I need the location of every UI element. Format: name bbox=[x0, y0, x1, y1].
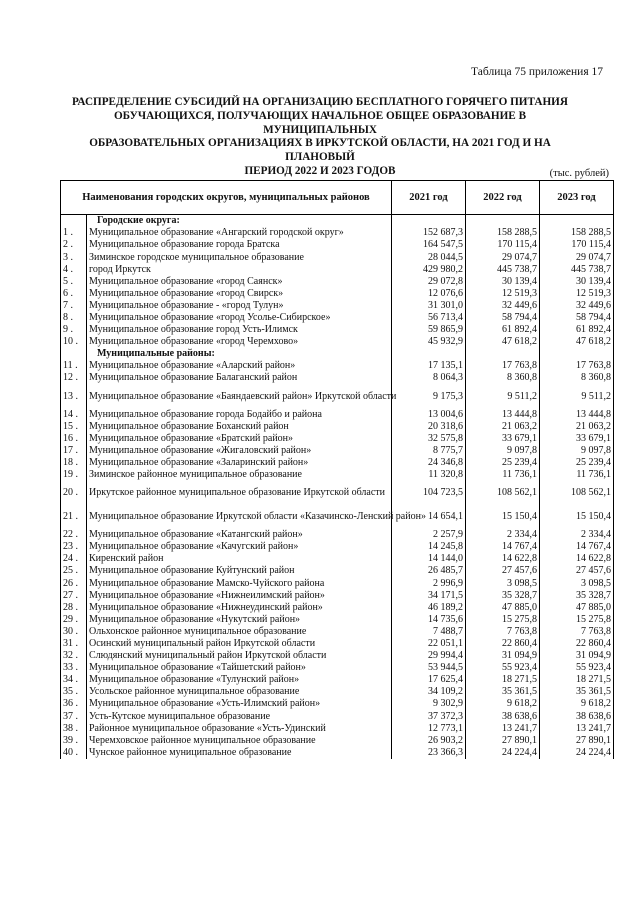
table-row bbox=[61, 324, 614, 336]
value-2021: 11 320,8 bbox=[392, 469, 466, 481]
row-number: 21 . bbox=[61, 505, 87, 529]
row-number: 1 . bbox=[61, 227, 87, 239]
value-2022: 24 224,4 bbox=[466, 747, 540, 759]
value-2023: 9 097,8 bbox=[540, 445, 614, 457]
title-line: ПЕРИОД 2022 И 2023 ГОДОВ bbox=[244, 164, 396, 177]
value-2023: 158 288,5 bbox=[540, 227, 614, 239]
municipality-name: Муниципальное образование «Катангский район» bbox=[87, 529, 392, 541]
row-number: 18 . bbox=[61, 457, 87, 469]
row-number: 14 . bbox=[61, 408, 87, 420]
municipality-name: Черемховское районное муниципальное образование bbox=[87, 734, 392, 746]
value-2021: 2 996,9 bbox=[392, 577, 466, 589]
value-2022: 9 097,8 bbox=[466, 445, 540, 457]
row-number: 32 . bbox=[61, 650, 87, 662]
value-2023: 2 334,4 bbox=[540, 529, 614, 541]
value-2022: 21 063,2 bbox=[466, 420, 540, 432]
value-2021: 34 109,2 bbox=[392, 686, 466, 698]
value-2021: 7 488,7 bbox=[392, 626, 466, 638]
municipality-name: Слюдянский муниципальный район Иркутской области bbox=[87, 650, 392, 662]
value-2023: 8 360,8 bbox=[540, 372, 614, 384]
title-line: ОБУЧАЮЩИХСЯ, ПОЛУЧАЮЩИХ НАЧАЛЬНОЕ ОБЩЕЕ ОБРАЗОВАНИЕ В МУНИЦИПАЛЬНЫХ bbox=[113, 109, 527, 136]
value-2022: 2 334,4 bbox=[466, 529, 540, 541]
value-2022: 35 361,5 bbox=[466, 686, 540, 698]
value-2022: 158 288,5 bbox=[466, 227, 540, 239]
table-row bbox=[61, 722, 614, 734]
municipality-name: город Иркутск bbox=[87, 263, 392, 275]
value-2021: 22 051,1 bbox=[392, 638, 466, 650]
table-row bbox=[61, 650, 614, 662]
value-2021: 164 547,5 bbox=[392, 239, 466, 251]
value-2023: 27 890,1 bbox=[540, 734, 614, 746]
row-number: 12 . bbox=[61, 372, 87, 384]
value-2022-cell bbox=[466, 215, 540, 228]
value-2022: 15 150,4 bbox=[466, 505, 540, 529]
municipality-name: Муниципальное образование «город Усолье-Сибирское» bbox=[87, 312, 392, 324]
table-body bbox=[61, 215, 614, 759]
value-2022: 38 638,6 bbox=[466, 710, 540, 722]
value-2022: 8 360,8 bbox=[466, 372, 540, 384]
value-2022: 47 618,2 bbox=[466, 336, 540, 348]
value-2022: 3 098,5 bbox=[466, 577, 540, 589]
value-2023: 9 618,2 bbox=[540, 698, 614, 710]
value-2023: 18 271,5 bbox=[540, 674, 614, 686]
value-2021: 8 775,7 bbox=[392, 445, 466, 457]
value-2023: 170 115,4 bbox=[540, 239, 614, 251]
row-number: 3 . bbox=[61, 251, 87, 263]
row-number: 22 . bbox=[61, 529, 87, 541]
value-2023: 17 763,8 bbox=[540, 360, 614, 372]
table-header-row bbox=[61, 181, 614, 215]
value-2023: 7 763,8 bbox=[540, 626, 614, 638]
value-2022: 30 139,4 bbox=[466, 275, 540, 287]
value-2021: 59 865,9 bbox=[392, 324, 466, 336]
value-2023: 14 767,4 bbox=[540, 541, 614, 553]
municipality-name: Усольское районное муниципальное образование bbox=[87, 686, 392, 698]
value-2022: 25 239,4 bbox=[466, 457, 540, 469]
value-2022: 11 736,1 bbox=[466, 469, 540, 481]
table-row bbox=[61, 251, 614, 263]
row-number: 26 . bbox=[61, 577, 87, 589]
value-2022: 22 860,4 bbox=[466, 638, 540, 650]
value-2021: 12 076,6 bbox=[392, 288, 466, 300]
value-2022: 445 738,7 bbox=[466, 263, 540, 275]
value-2023: 108 562,1 bbox=[540, 481, 614, 505]
row-number: 5 . bbox=[61, 275, 87, 287]
value-2022: 17 763,8 bbox=[466, 360, 540, 372]
value-2021-cell bbox=[392, 215, 466, 228]
table-row bbox=[61, 239, 614, 251]
table-row bbox=[61, 589, 614, 601]
row-number: 40 . bbox=[61, 747, 87, 759]
value-2021: 20 318,6 bbox=[392, 420, 466, 432]
table-row bbox=[61, 577, 614, 589]
municipality-name: Муниципальное образование город Усть-Илимск bbox=[87, 324, 392, 336]
municipality-name: Муниципальное образование «Качугский район» bbox=[87, 541, 392, 553]
annex-label: Таблица 75 приложения 17 bbox=[471, 66, 603, 78]
value-2022: 13 241,7 bbox=[466, 722, 540, 734]
municipality-name: Муниципальное образование Куйтунский район bbox=[87, 565, 392, 577]
table-row bbox=[61, 614, 614, 626]
value-2021: 9 302,9 bbox=[392, 698, 466, 710]
value-2022: 13 444,8 bbox=[466, 408, 540, 420]
table-row bbox=[61, 674, 614, 686]
value-2022: 27 890,1 bbox=[466, 734, 540, 746]
row-number: 31 . bbox=[61, 638, 87, 650]
value-2023: 27 457,6 bbox=[540, 565, 614, 577]
row-number: 24 . bbox=[61, 553, 87, 565]
municipality-name: Муниципальное образование Боханский район bbox=[87, 420, 392, 432]
value-2023: 47 885,0 bbox=[540, 601, 614, 613]
value-2023: 25 239,4 bbox=[540, 457, 614, 469]
value-2022: 12 519,3 bbox=[466, 288, 540, 300]
header-2021: 2021 год bbox=[392, 181, 466, 215]
municipality-name: Муниципальное образование «Нижнеудинский район» bbox=[87, 601, 392, 613]
row-number-cell bbox=[61, 348, 87, 360]
value-2023: 3 098,5 bbox=[540, 577, 614, 589]
value-2022: 9 618,2 bbox=[466, 698, 540, 710]
value-2023: 14 622,8 bbox=[540, 553, 614, 565]
municipality-name: Муниципальное образование «Нукутский район» bbox=[87, 614, 392, 626]
unit-label: (тыс. рублей) bbox=[549, 168, 609, 179]
table-row bbox=[61, 481, 614, 505]
row-number: 27 . bbox=[61, 589, 87, 601]
table-row bbox=[61, 408, 614, 420]
group-label: Городские округа: bbox=[87, 215, 392, 228]
value-2021: 31 301,0 bbox=[392, 300, 466, 312]
value-2022: 9 511,2 bbox=[466, 384, 540, 408]
value-2021: 14 144,0 bbox=[392, 553, 466, 565]
value-2021: 56 713,4 bbox=[392, 312, 466, 324]
municipality-name: Муниципальное образование «Ангарский городской округ» bbox=[87, 227, 392, 239]
table-row bbox=[61, 433, 614, 445]
table-group-row bbox=[61, 215, 614, 228]
value-2023: 13 444,8 bbox=[540, 408, 614, 420]
table-row bbox=[61, 275, 614, 287]
value-2023: 35 361,5 bbox=[540, 686, 614, 698]
row-number: 9 . bbox=[61, 324, 87, 336]
table-row bbox=[61, 288, 614, 300]
value-2021: 32 575,8 bbox=[392, 433, 466, 445]
municipality-name: Ольхонское районное муниципальное образование bbox=[87, 626, 392, 638]
header-2022: 2022 год bbox=[466, 181, 540, 215]
municipality-name: Муниципальное образование города Братска bbox=[87, 239, 392, 251]
value-2021: 53 944,5 bbox=[392, 662, 466, 674]
row-number: 2 . bbox=[61, 239, 87, 251]
value-2021: 8 064,3 bbox=[392, 372, 466, 384]
value-2022: 61 892,4 bbox=[466, 324, 540, 336]
value-2021: 429 980,2 bbox=[392, 263, 466, 275]
table-row bbox=[61, 384, 614, 408]
value-2021: 12 773,1 bbox=[392, 722, 466, 734]
value-2023: 29 074,7 bbox=[540, 251, 614, 263]
value-2021: 29 994,4 bbox=[392, 650, 466, 662]
group-label: Муниципальные районы: bbox=[87, 348, 392, 360]
value-2023: 11 736,1 bbox=[540, 469, 614, 481]
value-2023: 24 224,4 bbox=[540, 747, 614, 759]
table-row bbox=[61, 734, 614, 746]
subsidy-table bbox=[60, 180, 614, 759]
value-2022: 15 275,8 bbox=[466, 614, 540, 626]
row-number: 36 . bbox=[61, 698, 87, 710]
row-number: 17 . bbox=[61, 445, 87, 457]
row-number: 20 . bbox=[61, 481, 87, 505]
row-number: 10 . bbox=[61, 336, 87, 348]
municipality-name: Муниципальное образование «Усть-Илимский район» bbox=[87, 698, 392, 710]
value-2021: 13 004,6 bbox=[392, 408, 466, 420]
value-2023: 35 328,7 bbox=[540, 589, 614, 601]
municipality-name: Киренский район bbox=[87, 553, 392, 565]
value-2023: 15 275,8 bbox=[540, 614, 614, 626]
table-row bbox=[61, 360, 614, 372]
value-2021: 46 189,2 bbox=[392, 601, 466, 613]
value-2021: 14 735,6 bbox=[392, 614, 466, 626]
row-number: 39 . bbox=[61, 734, 87, 746]
value-2022: 14 622,8 bbox=[466, 553, 540, 565]
value-2023: 21 063,2 bbox=[540, 420, 614, 432]
value-2022: 18 271,5 bbox=[466, 674, 540, 686]
value-2021: 14 654,1 bbox=[392, 505, 466, 529]
value-2022: 33 679,1 bbox=[466, 433, 540, 445]
value-2021: 45 932,9 bbox=[392, 336, 466, 348]
municipality-name: Муниципальное образование - «город Тулун» bbox=[87, 300, 392, 312]
table-row bbox=[61, 469, 614, 481]
value-2023: 61 892,4 bbox=[540, 324, 614, 336]
municipality-name: Муниципальное образование города Бодайбо и района bbox=[87, 408, 392, 420]
value-2022: 55 923,4 bbox=[466, 662, 540, 674]
value-2021: 104 723,5 bbox=[392, 481, 466, 505]
table-row bbox=[61, 698, 614, 710]
row-number: 23 . bbox=[61, 541, 87, 553]
table-row bbox=[61, 227, 614, 239]
municipality-name: Усть-Кутское муниципальное образование bbox=[87, 710, 392, 722]
value-2022: 170 115,4 bbox=[466, 239, 540, 251]
header-name: Наименования городских округов, муниципальных районов bbox=[61, 181, 392, 215]
value-2022: 29 074,7 bbox=[466, 251, 540, 263]
value-2023: 13 241,7 bbox=[540, 722, 614, 734]
value-2023: 15 150,4 bbox=[540, 505, 614, 529]
value-2021: 29 072,8 bbox=[392, 275, 466, 287]
table-row bbox=[61, 263, 614, 275]
row-number: 30 . bbox=[61, 626, 87, 638]
value-2021: 26 903,2 bbox=[392, 734, 466, 746]
table-row bbox=[61, 662, 614, 674]
value-2022: 47 885,0 bbox=[466, 601, 540, 613]
table-row bbox=[61, 565, 614, 577]
row-number: 4 . bbox=[61, 263, 87, 275]
value-2021: 14 245,8 bbox=[392, 541, 466, 553]
row-number: 11 . bbox=[61, 360, 87, 372]
municipality-name: Муниципальное образование «Аларский район» bbox=[87, 360, 392, 372]
table-row bbox=[61, 686, 614, 698]
municipality-name: Районное муниципальное образование «Усть-Удинский bbox=[87, 722, 392, 734]
table-row bbox=[61, 336, 614, 348]
value-2023-cell bbox=[540, 348, 614, 360]
value-2021: 152 687,3 bbox=[392, 227, 466, 239]
value-2021: 23 366,3 bbox=[392, 747, 466, 759]
row-number-cell bbox=[61, 215, 87, 228]
value-2023: 55 923,4 bbox=[540, 662, 614, 674]
municipality-name: Муниципальное образование «Тайшетский район» bbox=[87, 662, 392, 674]
municipality-name: Зиминское городское муниципальное образование bbox=[87, 251, 392, 263]
municipality-name: Муниципальное образование Мамско-Чуйского района bbox=[87, 577, 392, 589]
value-2023: 47 618,2 bbox=[540, 336, 614, 348]
table-row bbox=[61, 300, 614, 312]
value-2022: 32 449,6 bbox=[466, 300, 540, 312]
table-row bbox=[61, 747, 614, 759]
value-2022: 58 794,4 bbox=[466, 312, 540, 324]
row-number: 28 . bbox=[61, 601, 87, 613]
value-2023: 30 139,4 bbox=[540, 275, 614, 287]
municipality-name: Муниципальное образование «Братский район» bbox=[87, 433, 392, 445]
value-2023: 33 679,1 bbox=[540, 433, 614, 445]
table-row bbox=[61, 372, 614, 384]
row-number: 29 . bbox=[61, 614, 87, 626]
value-2022: 27 457,6 bbox=[466, 565, 540, 577]
municipality-name: Муниципальное образование «Заларинский район» bbox=[87, 457, 392, 469]
header-2023: 2023 год bbox=[540, 181, 614, 215]
value-2022-cell bbox=[466, 348, 540, 360]
value-2021: 17 135,1 bbox=[392, 360, 466, 372]
table-row bbox=[61, 601, 614, 613]
value-2022: 14 767,4 bbox=[466, 541, 540, 553]
title-line: РАСПРЕДЕЛЕНИЕ СУБСИДИЙ НА ОРГАНИЗАЦИЮ БЕСПЛАТНОГО ГОРЯЧЕГО ПИТАНИЯ bbox=[72, 96, 568, 108]
table-row bbox=[61, 529, 614, 541]
value-2021-cell bbox=[392, 348, 466, 360]
municipality-name: Муниципальное образование Иркутской области «Казачинско-Ленский район» bbox=[87, 505, 392, 529]
municipality-name: Муниципальное образование «город Черемхово» bbox=[87, 336, 392, 348]
row-number: 25 . bbox=[61, 565, 87, 577]
value-2022: 108 562,1 bbox=[466, 481, 540, 505]
municipality-name: Чунское районное муниципальное образование bbox=[87, 747, 392, 759]
row-number: 34 . bbox=[61, 674, 87, 686]
table-row bbox=[61, 710, 614, 722]
value-2022: 35 328,7 bbox=[466, 589, 540, 601]
table-group-row bbox=[61, 348, 614, 360]
table-row bbox=[61, 312, 614, 324]
municipality-name: Муниципальное образование «Нижнеилимский район» bbox=[87, 589, 392, 601]
row-number: 33 . bbox=[61, 662, 87, 674]
municipality-name: Муниципальное образование Балаганский район bbox=[87, 372, 392, 384]
table-row bbox=[61, 626, 614, 638]
value-2023-cell bbox=[540, 215, 614, 228]
row-number: 15 . bbox=[61, 420, 87, 432]
table-row bbox=[61, 553, 614, 565]
row-number: 35 . bbox=[61, 686, 87, 698]
value-2023: 12 519,3 bbox=[540, 288, 614, 300]
value-2021: 26 485,7 bbox=[392, 565, 466, 577]
value-2021: 2 257,9 bbox=[392, 529, 466, 541]
row-number: 8 . bbox=[61, 312, 87, 324]
row-number: 6 . bbox=[61, 288, 87, 300]
table-row bbox=[61, 445, 614, 457]
title-line: ОБРАЗОВАТЕЛЬНЫХ ОРГАНИЗАЦИЯХ В ИРКУТСКОЙ ОБЛАСТИ, НА 2021 ГОД И НА ПЛАНОВЫЙ bbox=[89, 137, 551, 164]
value-2021: 17 625,4 bbox=[392, 674, 466, 686]
value-2021: 9 175,3 bbox=[392, 384, 466, 408]
row-number: 37 . bbox=[61, 710, 87, 722]
municipality-name: Муниципальное образование «город Свирск» bbox=[87, 288, 392, 300]
table-row bbox=[61, 505, 614, 529]
municipality-name: Зиминское районное муниципальное образование bbox=[87, 469, 392, 481]
value-2022: 7 763,8 bbox=[466, 626, 540, 638]
value-2023: 9 511,2 bbox=[540, 384, 614, 408]
value-2023: 58 794,4 bbox=[540, 312, 614, 324]
value-2023: 445 738,7 bbox=[540, 263, 614, 275]
value-2021: 24 346,8 bbox=[392, 457, 466, 469]
value-2021: 28 044,5 bbox=[392, 251, 466, 263]
table-row bbox=[61, 541, 614, 553]
municipality-name: Муниципальное образование «Баяндаевский район» Иркутской области bbox=[87, 384, 392, 408]
row-number: 7 . bbox=[61, 300, 87, 312]
value-2023: 38 638,6 bbox=[540, 710, 614, 722]
table-row bbox=[61, 457, 614, 469]
value-2023: 22 860,4 bbox=[540, 638, 614, 650]
row-number: 19 . bbox=[61, 469, 87, 481]
municipality-name: Иркутское районное муниципальное образование Иркутской области bbox=[87, 481, 392, 505]
value-2023: 31 094,9 bbox=[540, 650, 614, 662]
row-number: 13 . bbox=[61, 384, 87, 408]
municipality-name: Муниципальное образование «город Саянск» bbox=[87, 275, 392, 287]
value-2021: 34 171,5 bbox=[392, 589, 466, 601]
row-number: 38 . bbox=[61, 722, 87, 734]
value-2021: 37 372,3 bbox=[392, 710, 466, 722]
row-number: 16 . bbox=[61, 433, 87, 445]
document-title bbox=[60, 96, 580, 179]
municipality-name: Муниципальное образование «Тулунский район» bbox=[87, 674, 392, 686]
value-2023: 32 449,6 bbox=[540, 300, 614, 312]
table-row bbox=[61, 420, 614, 432]
table-row bbox=[61, 638, 614, 650]
value-2022: 31 094,9 bbox=[466, 650, 540, 662]
municipality-name: Муниципальное образование «Жигаловский район» bbox=[87, 445, 392, 457]
municipality-name: Осинский муниципальный район Иркутской области bbox=[87, 638, 392, 650]
